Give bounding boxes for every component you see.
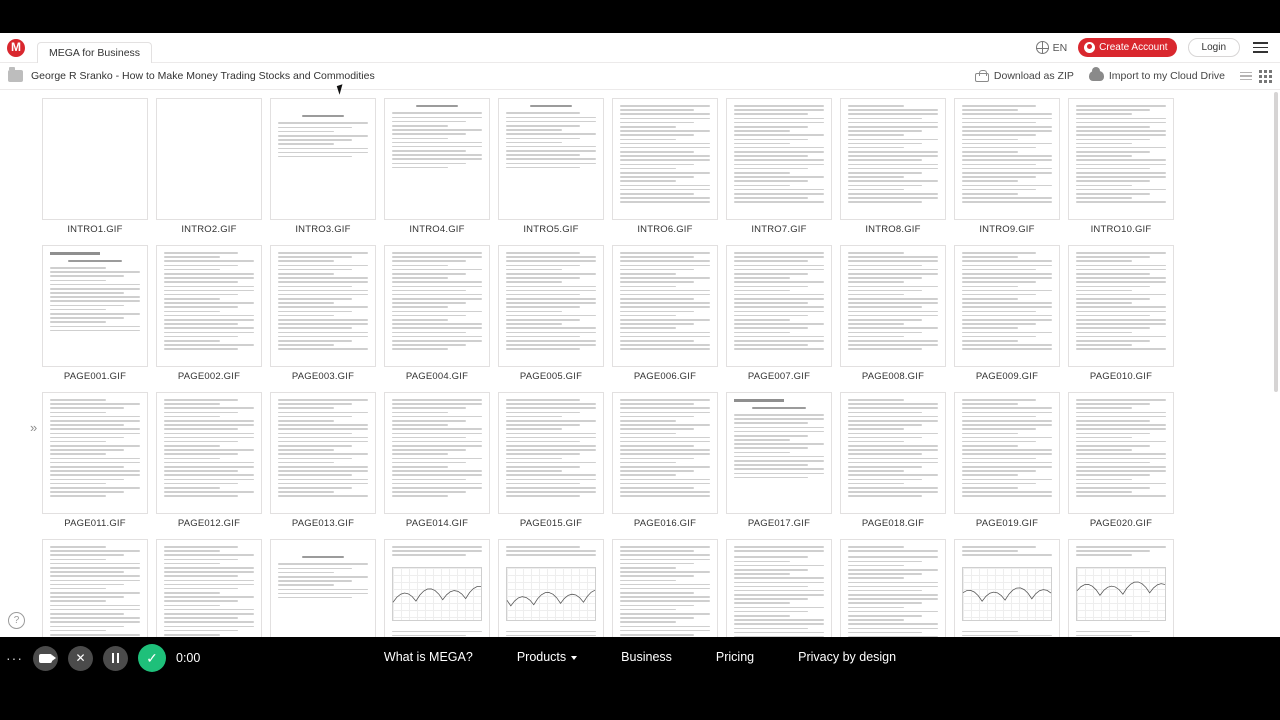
file-thumbnail[interactable]	[840, 392, 946, 514]
cloud-upload-icon	[1089, 71, 1104, 81]
language-selector[interactable]	[1036, 41, 1068, 54]
file-thumbnail[interactable]	[498, 392, 604, 514]
expand-sidebar-icon[interactable]: »	[30, 420, 38, 435]
file-card[interactable]	[840, 392, 946, 535]
camera-button[interactable]	[33, 646, 58, 671]
file-name-label: PAGE004.GIF	[405, 371, 469, 382]
create-account-label: Create Account	[1099, 42, 1168, 53]
file-grid-area[interactable]	[0, 90, 1280, 637]
file-card[interactable]	[498, 392, 604, 535]
file-thumbnail[interactable]	[726, 245, 832, 367]
footer-nav-label: Products	[516, 650, 567, 664]
file-card[interactable]	[384, 98, 490, 241]
file-card[interactable]	[1068, 392, 1174, 535]
tab-mega-for-business[interactable]	[37, 42, 152, 63]
folder-icon	[8, 70, 23, 82]
file-card[interactable]	[612, 98, 718, 241]
help-button[interactable]	[8, 612, 25, 629]
mega-topbar	[0, 33, 1280, 63]
file-thumbnail[interactable]	[156, 392, 262, 514]
file-thumbnail[interactable]	[726, 98, 832, 220]
file-thumbnail[interactable]	[384, 98, 490, 220]
file-grid	[42, 98, 1270, 686]
file-thumbnail[interactable]	[954, 245, 1060, 367]
file-name-label: PAGE001.GIF	[63, 371, 127, 382]
folder-toolbar	[0, 63, 1280, 90]
file-thumbnail[interactable]	[384, 245, 490, 367]
file-name-label: INTRO2.GIF	[181, 224, 237, 235]
file-card[interactable]	[270, 98, 376, 241]
file-card[interactable]	[612, 392, 718, 535]
file-thumbnail[interactable]	[42, 98, 148, 220]
file-card[interactable]	[840, 98, 946, 241]
file-name-label: INTRO9.GIF	[979, 224, 1035, 235]
list-view-icon[interactable]	[1240, 72, 1252, 81]
file-name-label: PAGE020.GIF	[1089, 518, 1153, 529]
import-drive-label: Import to my Cloud Drive	[1108, 70, 1225, 82]
file-thumbnail[interactable]	[498, 98, 604, 220]
menu-icon[interactable]	[1251, 40, 1270, 55]
file-name-label: PAGE002.GIF	[177, 371, 241, 382]
file-card[interactable]	[42, 245, 148, 388]
footer-nav-item[interactable]	[384, 650, 473, 664]
file-card[interactable]	[384, 392, 490, 535]
help-label: ?	[13, 615, 20, 626]
login-label: Login	[1201, 42, 1226, 53]
file-name-label: INTRO7.GIF	[751, 224, 807, 235]
file-thumbnail[interactable]	[954, 98, 1060, 220]
download-icon	[975, 71, 989, 82]
file-thumbnail[interactable]	[42, 245, 148, 367]
file-thumbnail[interactable]	[612, 392, 718, 514]
login-button[interactable]	[1188, 38, 1240, 57]
camera-icon	[39, 654, 52, 663]
file-name-label: PAGE014.GIF	[405, 518, 469, 529]
file-name-label: INTRO10.GIF	[1090, 224, 1152, 235]
more-options-icon[interactable]: ···	[6, 650, 23, 666]
file-name-label: PAGE013.GIF	[291, 518, 355, 529]
file-card[interactable]	[726, 98, 832, 241]
file-thumbnail[interactable]	[270, 245, 376, 367]
file-thumbnail[interactable]	[42, 392, 148, 514]
file-card[interactable]	[156, 392, 262, 535]
file-name-label: PAGE009.GIF	[975, 371, 1039, 382]
file-name-label: PAGE007.GIF	[747, 371, 811, 382]
file-card[interactable]	[42, 392, 148, 535]
file-thumbnail[interactable]	[612, 98, 718, 220]
file-card[interactable]	[498, 98, 604, 241]
file-card[interactable]	[270, 392, 376, 535]
file-card[interactable]	[726, 392, 832, 535]
file-card[interactable]	[270, 245, 376, 388]
file-name-label: PAGE016.GIF	[633, 518, 697, 529]
file-name-label: PAGE015.GIF	[519, 518, 583, 529]
file-name-label: INTRO6.GIF	[637, 224, 693, 235]
file-name-label: PAGE019.GIF	[975, 518, 1039, 529]
globe-icon	[1036, 41, 1049, 54]
footer-nav-item[interactable]	[517, 650, 577, 664]
download-zip-button[interactable]	[975, 70, 1074, 82]
footer-nav-label: Privacy by design	[798, 650, 897, 664]
topbar-actions	[1036, 38, 1280, 57]
finish-recording-button[interactable]: ✓	[138, 644, 166, 672]
folder-actions	[975, 70, 1272, 83]
file-card[interactable]	[156, 245, 262, 388]
file-card[interactable]	[954, 245, 1060, 388]
cancel-recording-button[interactable]: ✕	[68, 646, 93, 671]
user-icon	[1084, 42, 1095, 53]
grid-view-icon[interactable]	[1259, 70, 1272, 83]
file-thumbnail[interactable]	[840, 245, 946, 367]
file-name-label: INTRO4.GIF	[409, 224, 465, 235]
file-name-label: INTRO3.GIF	[295, 224, 351, 235]
file-name-label: INTRO5.GIF	[523, 224, 579, 235]
footer-nav-item[interactable]	[716, 650, 754, 664]
file-card[interactable]	[954, 98, 1060, 241]
file-card[interactable]	[840, 245, 946, 388]
file-card[interactable]	[1068, 245, 1174, 388]
file-thumbnail[interactable]	[1068, 392, 1174, 514]
file-name-label: PAGE011.GIF	[64, 518, 126, 529]
download-zip-label: Download as ZIP	[993, 70, 1074, 82]
footer-nav-label: Business	[621, 650, 672, 664]
browser-page	[0, 33, 1280, 637]
footer-nav-label: What is MEGA?	[383, 650, 473, 664]
footer-nav-item[interactable]	[621, 650, 672, 664]
file-thumbnail[interactable]	[1068, 245, 1174, 367]
file-name-label: PAGE006.GIF	[633, 371, 697, 382]
file-card[interactable]	[42, 98, 148, 241]
file-name-label: INTRO1.GIF	[67, 224, 123, 235]
file-thumbnail[interactable]	[156, 98, 262, 220]
tab-label: MEGA for Business	[49, 47, 141, 59]
file-thumbnail[interactable]	[270, 98, 376, 220]
file-card[interactable]	[1068, 98, 1174, 241]
file-name-label: PAGE018.GIF	[861, 518, 925, 529]
file-thumbnail[interactable]	[840, 98, 946, 220]
vertical-scrollbar[interactable]	[1274, 92, 1278, 392]
breadcrumb: George R Sranko - How to Make Money Trading Stocks and Commodities	[31, 70, 375, 82]
file-thumbnail[interactable]	[384, 392, 490, 514]
recording-timer: 0:00	[176, 651, 201, 665]
file-name-label: PAGE005.GIF	[519, 371, 583, 382]
chevron-down-icon	[571, 656, 577, 660]
file-name-label: PAGE003.GIF	[291, 371, 355, 382]
file-card[interactable]	[612, 245, 718, 388]
file-thumbnail[interactable]	[498, 245, 604, 367]
file-card[interactable]	[498, 245, 604, 388]
file-card[interactable]	[726, 245, 832, 388]
file-card[interactable]	[954, 392, 1060, 535]
file-thumbnail[interactable]	[156, 245, 262, 367]
file-name-label: PAGE017.GIF	[747, 518, 811, 529]
file-thumbnail[interactable]	[1068, 98, 1174, 220]
footer-nav-label: Pricing	[715, 650, 755, 664]
file-thumbnail[interactable]	[954, 392, 1060, 514]
file-card[interactable]	[156, 98, 262, 241]
recorder-toolbar	[0, 640, 330, 676]
import-to-cloud-drive-button[interactable]	[1089, 70, 1225, 82]
pause-icon	[112, 653, 120, 663]
file-thumbnail[interactable]	[612, 245, 718, 367]
file-thumbnail[interactable]	[270, 392, 376, 514]
file-card[interactable]	[384, 245, 490, 388]
mega-logo-icon[interactable]	[7, 39, 25, 57]
file-name-label: PAGE012.GIF	[177, 518, 241, 529]
view-mode-toggle	[1240, 70, 1272, 83]
file-name-label: PAGE010.GIF	[1089, 371, 1153, 382]
language-label: EN	[1052, 41, 1068, 54]
footer-nav-item[interactable]	[798, 650, 896, 664]
file-name-label: PAGE008.GIF	[861, 371, 925, 382]
pause-recording-button[interactable]	[103, 646, 128, 671]
create-account-button[interactable]	[1078, 38, 1176, 57]
file-name-label: INTRO8.GIF	[865, 224, 921, 235]
file-thumbnail[interactable]	[726, 392, 832, 514]
